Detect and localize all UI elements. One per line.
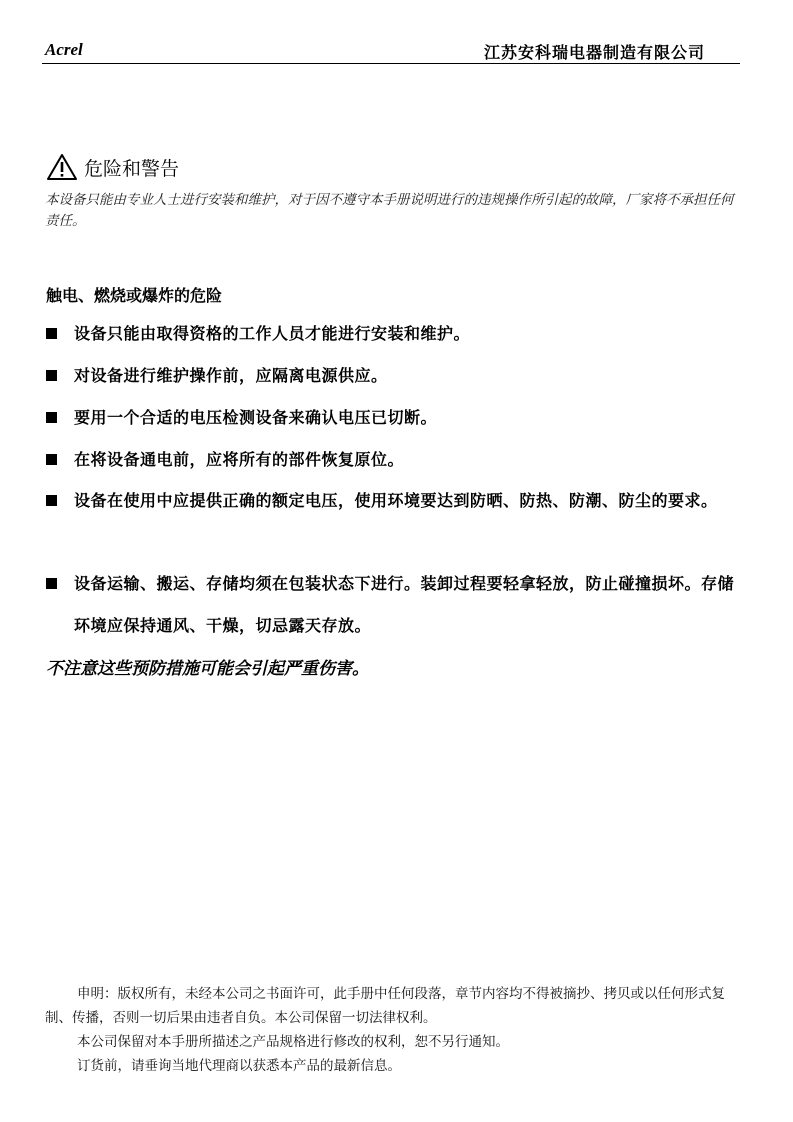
bullet-square-icon [46,328,57,339]
hazard-closing-note: 不注意这些预防措施可能会引起严重伤害。 [46,659,369,679]
hazard-section-title: 触电、燃烧或爆炸的危险 [46,286,223,305]
warning-triangle-icon [46,153,78,181]
hazard-item [46,355,746,397]
bullet-square-icon [46,370,57,381]
hazard-item [46,439,746,481]
warning-intro: 本设备只能由专业人士进行安装和维护，对于因不遵守本手册说明进行的违规操作所引起的故障，厂家将不承担任何责任。 [45,192,734,229]
spec-change-notice: 本公司保留对本手册所描述之产品规格进行修改的权利，恕不另行通知。 [77,1034,509,1050]
header-divider [42,63,740,64]
bullet-square-icon [46,454,57,465]
company-name: 江苏安科瑞电器制造有限公司 [483,43,705,62]
bullet-square-icon [46,412,57,423]
hazard-item-text: 设备在使用中应提供正确的额定电压，使用环境要达到防晒、防热、防潮、防尘的要求。 [74,491,718,510]
legal-notice [45,982,745,1078]
brand-logo-text: Acrel [45,40,83,59]
hazard-item [46,313,746,355]
hazard-item [46,480,746,522]
hazard-item-text: 要用一个合适的电压检测设备来确认电压已切断。 [74,408,438,427]
copyright-notice: 申明：版权所有，未经本公司之书面许可，此手册中任何段落，章节内容均不得被摘抄、拷贝或以任何形式复制、传播，否则一切后果由违者自负。本公司保留一切法律权利。 [45,986,725,1026]
hazard-item-text: 设备运输、搬运、存储均须在包装状态下进行。装卸过程要轻拿轻放，防止碰撞损坏。存储环境应保持通风、干燥，切忌露天存放。 [74,574,735,635]
warning-heading [46,153,179,181]
warning-title: 危险和警告 [84,157,180,180]
hazard-item-text: 在将设备通电前，应将所有的部件恢复原位。 [74,450,405,469]
hazard-item [46,563,746,647]
bullet-square-icon [46,495,57,506]
bullet-square-icon [46,578,57,589]
hazard-item [46,397,746,439]
hazard-item-text: 对设备进行维护操作前，应隔离电源供应。 [74,366,388,385]
order-notice: 订货前，请垂询当地代理商以获悉本产品的最新信息。 [77,1058,401,1074]
hazard-item-text: 设备只能由取得资格的工作人员才能进行安装和维护。 [74,324,471,343]
